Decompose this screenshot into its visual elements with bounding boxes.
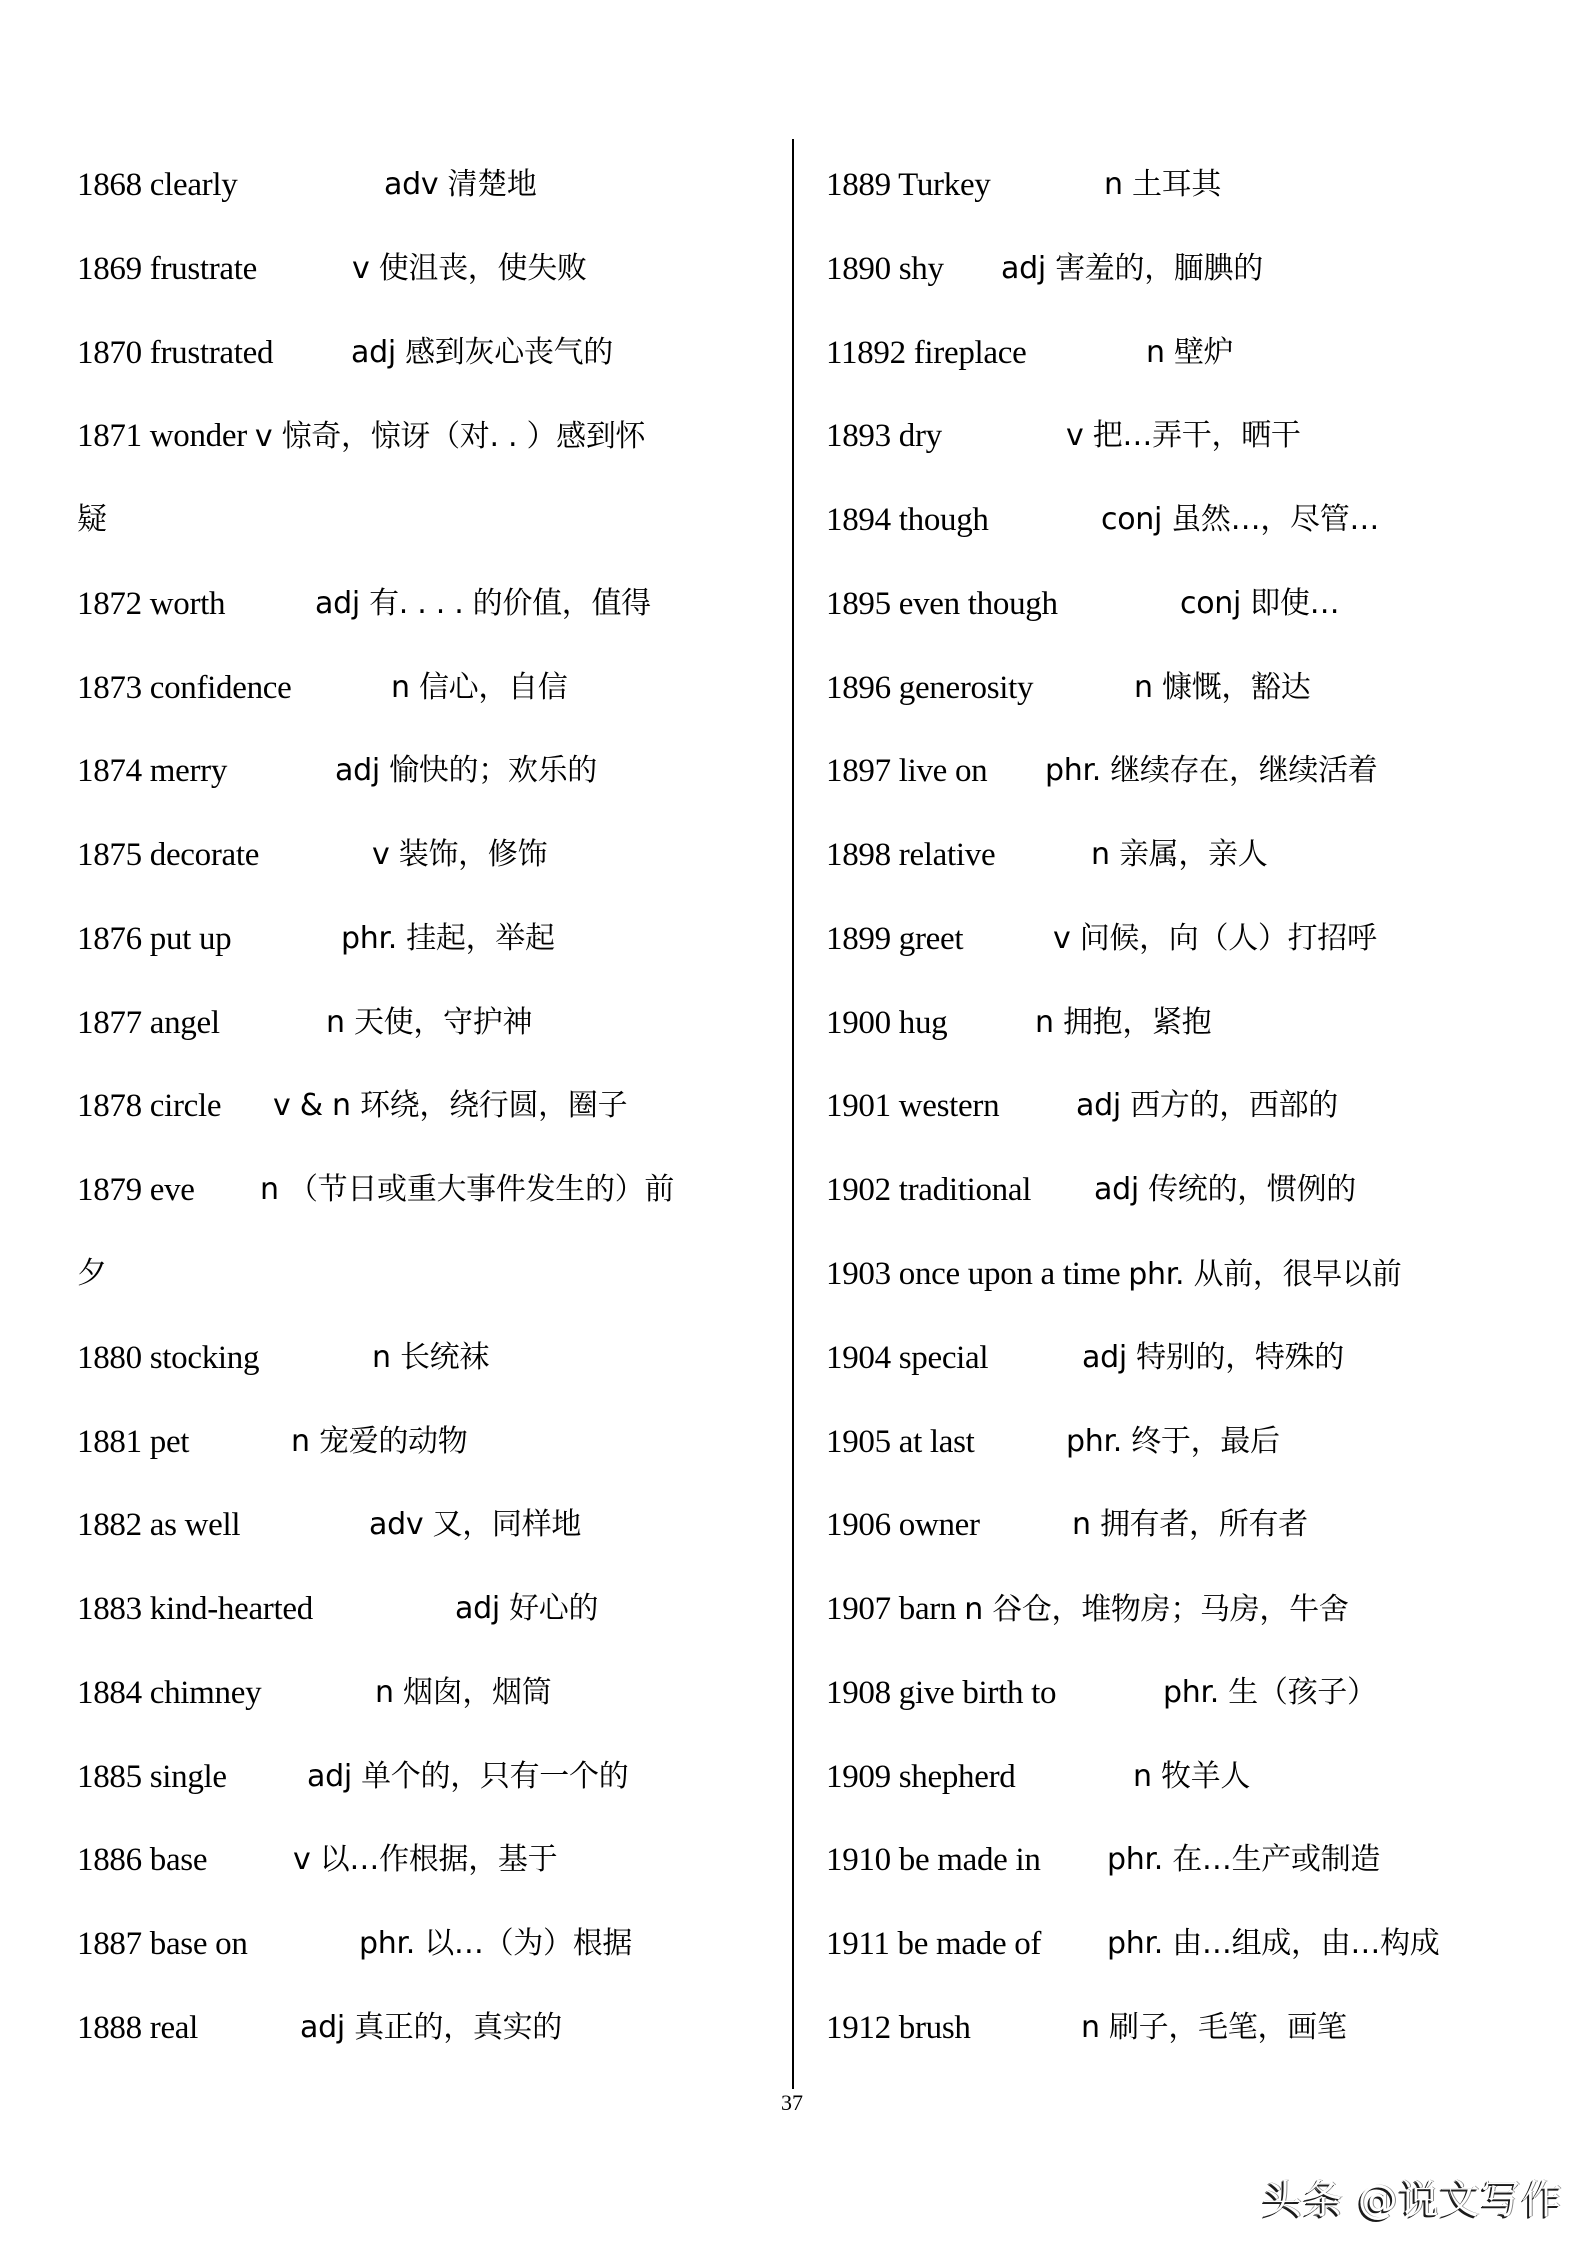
vocab-entry [77, 411, 645, 461]
entry-definition: v & n 环绕，绕行圆，圈子 [273, 1088, 628, 1123]
entry-definition: phr. 继续存在，继续活着 [1045, 753, 1378, 788]
entry-term: 1908 give birth to [826, 1675, 1057, 1711]
watermark: 头条 @说文写作 [1262, 2177, 1563, 2223]
entry-definition: adj 特别的，特殊的 [1082, 1340, 1344, 1375]
entry-definition: v 以…作根据，基于 [293, 1842, 558, 1877]
entry-term: 1911 be made of [826, 1926, 1042, 1962]
entry-definition: n 谷仓，堆物房；马房，牛舍 [964, 1592, 1349, 1627]
entry-term: 1887 base on [77, 1926, 248, 1962]
entry-definition: adj 愉快的；欢乐的 [335, 753, 597, 788]
entry-term: 1877 angel [77, 1005, 220, 1041]
entry-term: 1885 single [77, 1759, 227, 1795]
entry-term: 1879 eve [77, 1172, 195, 1208]
entry-definition: v 把…弄干，晒干 [1066, 418, 1301, 453]
entry-definition: n 亲属，亲人 [1091, 837, 1268, 872]
entry-term: 1894 though [826, 502, 989, 538]
entry-definition-continuation: 夕 [77, 1256, 107, 1291]
vocab-entry [826, 1249, 1401, 1299]
entry-term: 1907 barn [826, 1591, 957, 1627]
entry-term: 1906 owner [826, 1507, 980, 1543]
entry-definition: n 拥有者，所有者 [1072, 1507, 1308, 1542]
entry-term: 1889 Turkey [826, 167, 991, 203]
entry-term: 1876 put up [77, 921, 232, 957]
entry-term: 1881 pet [77, 1424, 190, 1460]
entry-definition: n 刷子，毛笔，画笔 [1081, 2010, 1347, 2045]
entry-definition: n 天使，守护神 [326, 1005, 533, 1040]
entry-definition: adj 西方的，西部的 [1076, 1088, 1338, 1123]
entry-term: 1898 relative [826, 837, 996, 873]
entry-definition: n （节日或重大事件发生的）前 [260, 1172, 675, 1207]
entry-definition: n 烟囱，烟筒 [375, 1675, 552, 1710]
entry-term: 1895 even though [826, 586, 1058, 622]
entry-term: 1872 worth [77, 586, 226, 622]
entry-definition: adj 传统的，惯例的 [1094, 1172, 1356, 1207]
entry-definition: n 牧羊人 [1133, 1759, 1251, 1794]
entry-definition: n 壁炉 [1146, 335, 1234, 370]
entry-term: 1878 circle [77, 1088, 222, 1124]
entry-definition: n 慷慨，豁达 [1134, 670, 1311, 705]
entry-definition: adv 清楚地 [384, 167, 537, 202]
entry-definition: adj 真正的，真实的 [300, 2010, 562, 2045]
entry-term: 1873 confidence [77, 670, 292, 706]
entry-definition: phr. 由…组成，由…构成 [1107, 1926, 1440, 1961]
entry-term: 1899 greet [826, 921, 964, 957]
entry-term: 1883 kind-hearted [77, 1591, 313, 1627]
entry-term: 1868 clearly [77, 167, 238, 203]
entry-term: 1871 wonder [77, 418, 247, 454]
entry-definition: adj 好心的 [455, 1591, 599, 1626]
entry-term: 1901 western [826, 1088, 1000, 1124]
entry-term: 1880 stocking [77, 1340, 260, 1376]
entry-definition: phr. 生（孩子） [1163, 1675, 1377, 1710]
entry-definition: phr. 以…（为）根据 [359, 1926, 633, 1961]
entry-term: 1900 hug [826, 1005, 948, 1041]
entry-term: 1905 at last [826, 1424, 975, 1460]
entry-definition: v 装饰，修饰 [372, 837, 548, 872]
entry-definition-continuation: 疑 [77, 502, 107, 537]
entry-definition: v 问候，向（人）打招呼 [1053, 921, 1377, 956]
page-number: 37 [781, 2090, 803, 2115]
entry-definition: n 宠爱的动物 [291, 1424, 468, 1459]
entry-definition: n 长统袜 [372, 1340, 490, 1375]
entry-term: 1888 real [77, 2010, 199, 2046]
entry-term: 11892 fireplace [826, 335, 1027, 371]
entry-term: 1869 frustrate [77, 251, 257, 287]
entry-definition: n 信心，自信 [391, 670, 568, 705]
entry-term: 1903 once upon a time [826, 1256, 1121, 1292]
entry-term: 1874 merry [77, 753, 228, 789]
entry-definition: conj 即使… [1180, 586, 1340, 621]
entry-definition: adj 单个的，只有一个的 [307, 1759, 629, 1794]
entry-definition: adj 感到灰心丧气的 [351, 335, 613, 370]
entry-term: 1882 as well [77, 1507, 241, 1543]
entry-term: 1909 shepherd [826, 1759, 1016, 1795]
entry-term: 1890 shy [826, 251, 944, 287]
entry-definition: adv 又，同样地 [369, 1507, 582, 1542]
entry-term: 1896 generosity [826, 670, 1034, 706]
entry-definition: phr. 终于，最后 [1066, 1424, 1280, 1459]
vocab-entry [826, 1584, 1349, 1634]
entry-term: 1886 base [77, 1842, 208, 1878]
entry-definition: phr. 挂起，举起 [341, 921, 555, 956]
entry-term: 1875 decorate [77, 837, 260, 873]
entry-term: 1902 traditional [826, 1172, 1032, 1208]
entry-term: 1904 special [826, 1340, 989, 1376]
entry-definition: n 拥抱，紧抱 [1035, 1005, 1212, 1040]
entry-definition: phr. 从前，很早以前 [1128, 1257, 1402, 1292]
entry-term: 1897 live on [826, 753, 988, 789]
entry-term: 1912 brush [826, 2010, 971, 2046]
entry-definition: n 土耳其 [1104, 167, 1222, 202]
entry-term: 1870 frustrated [77, 335, 274, 371]
entry-term: 1884 chimney [77, 1675, 262, 1711]
entry-definition: v 使沮丧，使失败 [352, 251, 587, 286]
entry-definition: conj 虽然…，尽管… [1101, 502, 1380, 537]
entry-term: 1893 dry [826, 418, 942, 454]
column-divider [792, 139, 794, 2089]
entry-term: 1910 be made in [826, 1842, 1041, 1878]
entry-definition: adj 害羞的，腼腆的 [1001, 251, 1263, 286]
entry-definition: adj 有. . . . 的价值，值得 [315, 586, 651, 621]
entry-definition: phr. 在…生产或制造 [1107, 1842, 1381, 1877]
entry-definition: v 惊奇，惊讶（对. . ）感到怀 [254, 419, 646, 454]
